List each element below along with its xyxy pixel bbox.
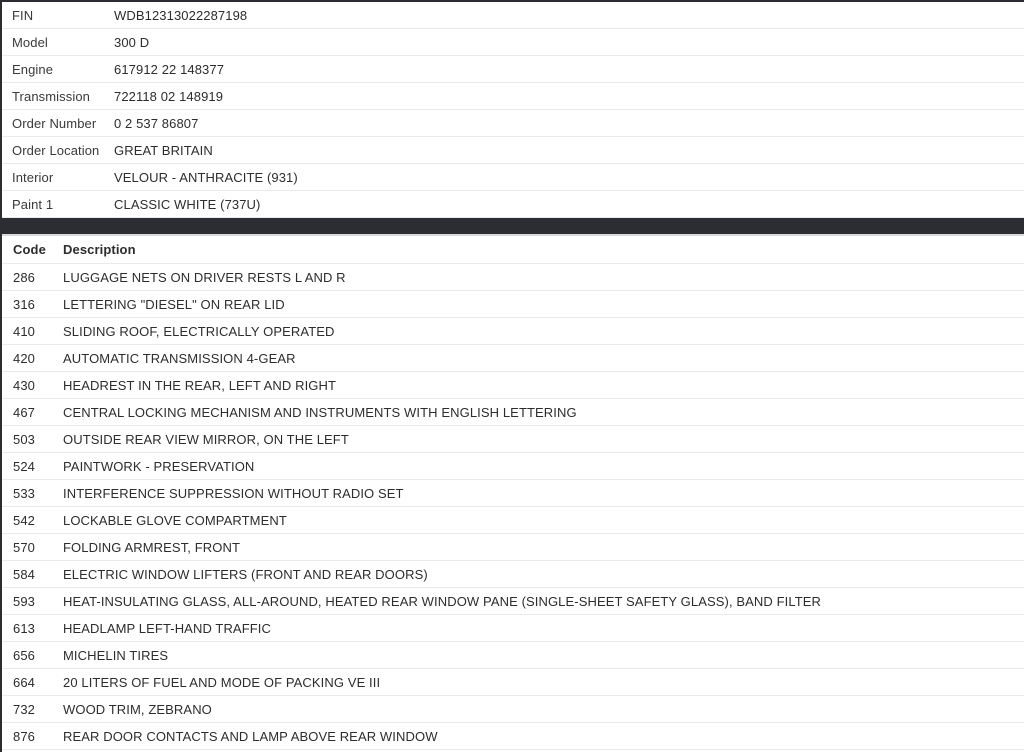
field-value: VELOUR - ANTHRACITE (931) [114,169,298,185]
option-code: 584 [13,566,35,582]
vehicle-spec-table [2,2,1024,218]
table-row [2,2,1024,29]
option-description: INTERFERENCE SUPPRESSION WITHOUT RADIO SET [63,485,404,501]
field-label: Transmission [12,88,91,104]
field-label: Order Number [12,115,97,131]
field-value: GREAT BRITAIN [114,142,213,158]
field-value: 0 2 537 86807 [114,115,199,131]
option-code: 467 [13,404,35,420]
table-row [2,507,1024,534]
option-description: FOLDING ARMREST, FRONT [63,539,240,555]
field-value: 722118 02 148919 [114,88,224,104]
table-row [2,426,1024,453]
option-code: 524 [13,458,35,474]
table-row [2,110,1024,137]
option-description: HEADREST IN THE REAR, LEFT AND RIGHT [63,377,337,393]
option-description: PAINTWORK - PRESERVATION [63,458,255,474]
table-row [2,83,1024,110]
option-description: LOCKABLE GLOVE COMPARTMENT [63,512,287,528]
field-value: 300 D [114,34,150,50]
option-code: 542 [13,512,35,528]
option-code: 410 [13,323,35,339]
option-description: REAR DOOR CONTACTS AND LAMP ABOVE REAR WINDOW [63,728,438,744]
field-label: FIN [12,7,34,23]
table-row [2,723,1024,750]
option-code: 613 [13,620,35,636]
table-row [2,588,1024,615]
table-row [2,191,1024,218]
field-label: Model [12,34,48,50]
table-row [2,164,1024,191]
table-row [2,372,1024,399]
option-description: ELECTRIC WINDOW LIFTERS (FRONT AND REAR DOORS) [63,566,428,582]
option-code: 316 [13,296,35,312]
table-row [2,453,1024,480]
table-row [2,534,1024,561]
table-row [2,615,1024,642]
column-header-code: Code [13,242,46,257]
equipment-codes-table [2,236,1024,750]
table-row [2,56,1024,83]
option-description: SLIDING ROOF, ELECTRICALLY OPERATED [63,323,335,339]
option-description: WOOD TRIM, ZEBRANO [63,701,212,717]
option-code: 420 [13,350,35,366]
table-row [2,480,1024,507]
section-divider-bar [2,218,1024,236]
field-label: Paint 1 [12,196,54,212]
table-row [2,696,1024,723]
field-label: Engine [12,61,54,77]
field-value: WDB12313022287198 [114,7,248,23]
option-description: CENTRAL LOCKING MECHANISM AND INSTRUMENTS WITH ENGLISH LETTERING [63,404,577,420]
option-code: 503 [13,431,35,447]
option-code: 664 [13,674,35,690]
option-code: 286 [13,269,35,285]
codes-table-header [2,236,1024,264]
option-code: 533 [13,485,35,501]
table-row [2,345,1024,372]
field-value: 617912 22 148377 [114,61,225,77]
option-description: HEADLAMP LEFT-HAND TRAFFIC [63,620,271,636]
option-description: 20 LITERS OF FUEL AND MODE OF PACKING VE III [63,674,381,690]
table-row [2,137,1024,164]
table-row [2,642,1024,669]
table-row [2,669,1024,696]
option-code: 570 [13,539,35,555]
option-code: 656 [13,647,35,663]
option-description: LUGGAGE NETS ON DRIVER RESTS L AND R [63,269,346,285]
option-code: 593 [13,593,35,609]
table-row [2,399,1024,426]
table-row [2,264,1024,291]
field-label: Interior [12,169,54,185]
table-row [2,291,1024,318]
field-value: CLASSIC WHITE (737U) [114,196,261,212]
option-code: 430 [13,377,35,393]
option-description: AUTOMATIC TRANSMISSION 4-GEAR [63,350,296,366]
column-header-description: Description [63,242,136,257]
field-label: Order Location [12,142,100,158]
option-description: MICHELIN TIRES [63,647,169,663]
option-code: 732 [13,701,35,717]
option-description: HEAT-INSULATING GLASS, ALL-AROUND, HEATED REAR WINDOW PANE (SINGLE-SHEET SAFETY GLASS), BAND FILTER [63,593,822,609]
option-description: LETTERING "DIESEL" ON REAR LID [63,296,285,312]
table-row [2,29,1024,56]
table-row [2,318,1024,345]
table-row [2,561,1024,588]
option-description: OUTSIDE REAR VIEW MIRROR, ON THE LEFT [63,431,349,447]
option-code: 876 [13,728,35,744]
